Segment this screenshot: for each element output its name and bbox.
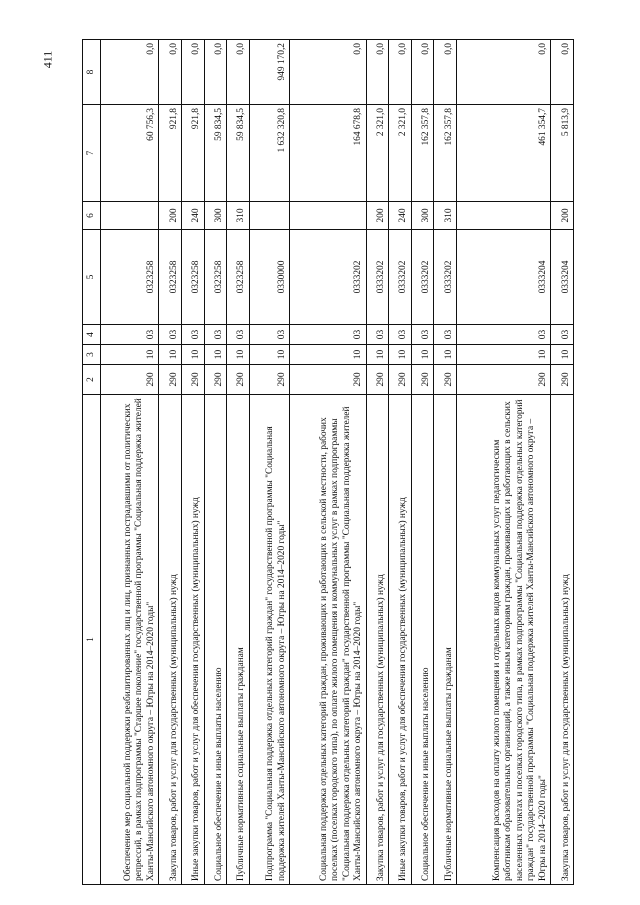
amount-2014-cell: 59 834,5 (227, 105, 250, 202)
subsection-cell: 03 (227, 325, 250, 345)
table-row (411, 40, 434, 885)
budget-table-rotated (82, 40, 574, 885)
code-grbs-cell: 290 (366, 365, 389, 395)
header-row (83, 40, 101, 885)
budget-table (82, 39, 574, 885)
target-article-cell: 0323258 (182, 230, 205, 325)
row-name-cell: Публичные нормативные социальные выплаты гражданам (227, 395, 250, 885)
row-name-cell: Компенсация расходов на оплату жилого помещения и отдельных видов коммунальных услуг педагогическим работникам образовательных организаций, а также иным категориям граждан, проживающих и работающих в сельских населенных пунктах и поселках городского типа, в рамках подпрограммы "Социальная поддержка отдельных категорий граждан" государственной программы "Социальная поддержка жителей Ханты-Мансийского автономного округа – Югры на 2014–2020 годы" (457, 395, 551, 885)
col-header-3: 3 (83, 345, 101, 365)
amount-2015-cell: 0,0 (366, 40, 389, 105)
amount-2015-cell: 0,0 (290, 40, 366, 105)
col-header-7: 7 (83, 105, 101, 202)
target-article-cell: 0333204 (457, 230, 551, 325)
target-article-cell: 0333202 (389, 230, 412, 325)
code-grbs-cell: 290 (249, 365, 290, 395)
amount-2015-cell: 0,0 (551, 40, 574, 105)
amount-2015-cell: 0,0 (182, 40, 205, 105)
section-cell: 10 (411, 345, 434, 365)
target-article-cell: 0333204 (551, 230, 574, 325)
table-row (457, 40, 551, 885)
code-grbs-cell: 290 (182, 365, 205, 395)
expense-type-cell: 300 (204, 202, 227, 230)
row-name-cell: Социальное обеспечение и иные выплаты населению (204, 395, 227, 885)
code-grbs-cell: 290 (411, 365, 434, 395)
subsection-cell: 03 (411, 325, 434, 345)
target-article-cell: 0323258 (204, 230, 227, 325)
section-cell: 10 (182, 345, 205, 365)
col-header-4: 4 (83, 325, 101, 345)
amount-2015-cell: 0,0 (101, 40, 159, 105)
code-grbs-cell: 290 (389, 365, 412, 395)
subsection-cell: 03 (159, 325, 182, 345)
table-row (290, 40, 366, 885)
target-article-cell: 0330000 (249, 230, 290, 325)
amount-2014-cell: 5 813,9 (551, 105, 574, 202)
table-row (249, 40, 290, 885)
target-article-cell: 0323258 (101, 230, 159, 325)
page-number: 411 (40, 50, 55, 69)
col-header-1: 1 (83, 395, 101, 885)
amount-2014-cell: 162 357,8 (411, 105, 434, 202)
expense-type-cell (249, 202, 290, 230)
code-grbs-cell: 290 (159, 365, 182, 395)
subsection-cell: 03 (551, 325, 574, 345)
row-name-cell: Социальное обеспечение и иные выплаты населению (411, 395, 434, 885)
expense-type-cell: 240 (182, 202, 205, 230)
expense-type-cell: 300 (411, 202, 434, 230)
code-grbs-cell: 290 (551, 365, 574, 395)
amount-2014-cell: 2 321,0 (389, 105, 412, 202)
section-cell: 10 (389, 345, 412, 365)
amount-2015-cell: 0,0 (457, 40, 551, 105)
row-name-cell: Иные закупки товаров, работ и услуг для обеспечения государственных (муниципальных) нужд (182, 395, 205, 885)
amount-2014-cell: 2 321,0 (366, 105, 389, 202)
target-article-cell: 0333202 (434, 230, 457, 325)
expense-type-cell: 200 (366, 202, 389, 230)
row-name-cell: Социальная поддержка отдельных категорий граждан, проживающих и работающих в сельской местности, рабочих поселках (поселках городского типа), по оплате жилого помещения и коммунальных услуг в рамках подпрограммы "Социальная поддержка отдельных категорий граждан" государственной программы "Социальная поддержка жителей Ханты-Мансийского автономного округа – Югры на 2014–2020 годы" (290, 395, 366, 885)
table-row (434, 40, 457, 885)
expense-type-cell: 240 (389, 202, 412, 230)
code-grbs-cell: 290 (101, 365, 159, 395)
subsection-cell: 03 (366, 325, 389, 345)
subsection-cell: 03 (182, 325, 205, 345)
section-cell: 10 (227, 345, 250, 365)
amount-2015-cell: 0,0 (389, 40, 412, 105)
expense-type-cell (457, 202, 551, 230)
table-row (182, 40, 205, 885)
amount-2014-cell: 162 357,8 (434, 105, 457, 202)
table-row (227, 40, 250, 885)
row-name-cell: Закупка товаров, работ и услуг для государственных (муниципальных) нужд (159, 395, 182, 885)
amount-2015-cell: 0,0 (434, 40, 457, 105)
target-article-cell: 0323258 (159, 230, 182, 325)
amount-2014-cell: 921,8 (182, 105, 205, 202)
section-cell: 10 (290, 345, 366, 365)
amount-2015-cell: 0,0 (159, 40, 182, 105)
expense-type-cell (101, 202, 159, 230)
table-row (101, 40, 159, 885)
section-cell: 10 (101, 345, 159, 365)
code-grbs-cell: 290 (204, 365, 227, 395)
target-article-cell: 0323258 (227, 230, 250, 325)
section-cell: 10 (366, 345, 389, 365)
col-header-6: 6 (83, 202, 101, 230)
subsection-cell: 03 (290, 325, 366, 345)
target-article-cell: 0333202 (290, 230, 366, 325)
target-article-cell: 0333202 (366, 230, 389, 325)
target-article-cell: 0333202 (411, 230, 434, 325)
subsection-cell: 03 (101, 325, 159, 345)
table-row (159, 40, 182, 885)
amount-2015-cell: 0,0 (411, 40, 434, 105)
subsection-cell: 03 (249, 325, 290, 345)
code-grbs-cell: 290 (227, 365, 250, 395)
row-name-cell: Публичные нормативные социальные выплаты гражданам (434, 395, 457, 885)
subsection-cell: 03 (389, 325, 412, 345)
row-name-cell: Обеспечение мер социальной поддержки реабилитированных лиц и лиц, признанных пострадавшими от политических репрессий, в рамках подпрограммы "Старшее поколение" государственной программы "Социальная поддержка жителей Ханты-Мансийского автономного округа – Югры на 2014–2020 годы" (101, 395, 159, 885)
code-grbs-cell: 290 (290, 365, 366, 395)
row-name-cell: Закупка товаров, работ и услуг для государственных (муниципальных) нужд (366, 395, 389, 885)
table-row (389, 40, 412, 885)
expense-type-cell: 310 (434, 202, 457, 230)
col-header-5: 5 (83, 230, 101, 325)
table-row (551, 40, 574, 885)
section-cell: 10 (457, 345, 551, 365)
amount-2014-cell: 60 756,3 (101, 105, 159, 202)
code-grbs-cell: 290 (434, 365, 457, 395)
amount-2014-cell: 461 354,7 (457, 105, 551, 202)
table-row (204, 40, 227, 885)
section-cell: 10 (551, 345, 574, 365)
row-name-cell: Подпрограмма "Социальная поддержка отдельных категорий граждан" государственной программы "Социальная поддержка жителей Ханты-Мансийского автономного округа – Югры на 2014–2020 годы" (249, 395, 290, 885)
section-cell: 10 (204, 345, 227, 365)
section-cell: 10 (159, 345, 182, 365)
amount-2014-cell: 59 834,5 (204, 105, 227, 202)
amount-2014-cell: 164 678,8 (290, 105, 366, 202)
section-cell: 10 (434, 345, 457, 365)
section-cell: 10 (249, 345, 290, 365)
col-header-2: 2 (83, 365, 101, 395)
subsection-cell: 03 (457, 325, 551, 345)
expense-type-cell (290, 202, 366, 230)
code-grbs-cell: 290 (457, 365, 551, 395)
expense-type-cell: 200 (551, 202, 574, 230)
amount-2015-cell: 949 170,2 (249, 40, 290, 105)
subsection-cell: 03 (204, 325, 227, 345)
amount-2014-cell: 1 632 320,8 (249, 105, 290, 202)
expense-type-cell: 200 (159, 202, 182, 230)
amount-2014-cell: 921,8 (159, 105, 182, 202)
expense-type-cell: 310 (227, 202, 250, 230)
amount-2015-cell: 0,0 (227, 40, 250, 105)
amount-2015-cell: 0,0 (204, 40, 227, 105)
col-header-8: 8 (83, 40, 101, 105)
subsection-cell: 03 (434, 325, 457, 345)
table-row (366, 40, 389, 885)
row-name-cell: Иные закупки товаров, работ и услуг для обеспечения государственных (муниципальных) нужд (389, 395, 412, 885)
row-name-cell: Закупка товаров, работ и услуг для государственных (муниципальных) нужд (551, 395, 574, 885)
